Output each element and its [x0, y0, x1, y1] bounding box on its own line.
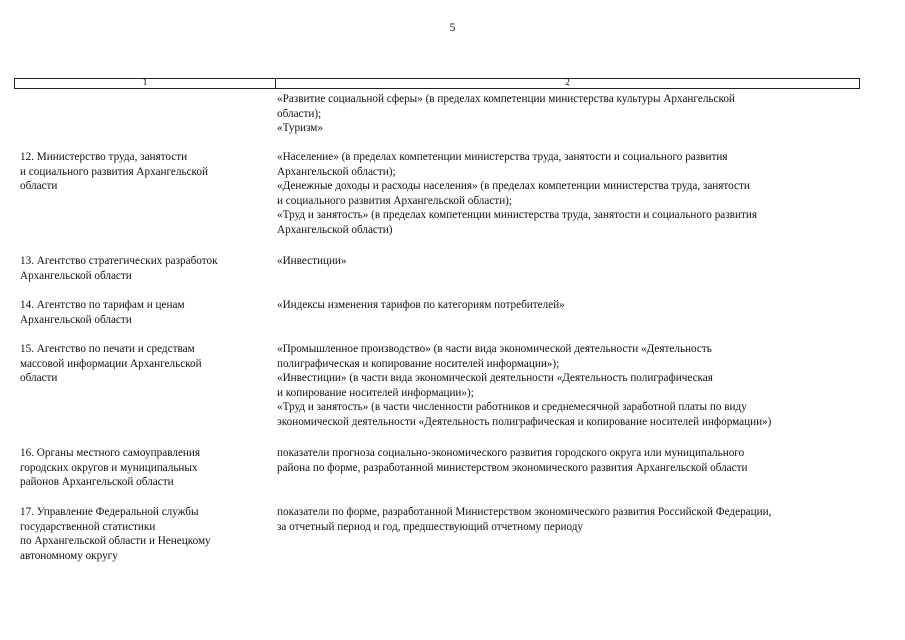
- organization-line: 14. Агентство по тарифам и ценам: [20, 299, 185, 311]
- page-number: 5: [449, 22, 456, 34]
- table-row: [0, 92, 905, 150]
- statistics-line: за отчетный период и год, предшествующий отчетному периоду: [277, 520, 584, 533]
- statistics-cell: [262, 254, 867, 298]
- statistics-line: и социального развития Архангельской области);: [277, 194, 513, 207]
- statistics-line: «Туризм»: [277, 122, 323, 135]
- statistics-cell: [262, 150, 867, 254]
- statistics-line: области);: [277, 107, 322, 120]
- statistics-line: показатели по форме, разработанной Министерством экономического развития Российской Федерации,: [277, 506, 772, 518]
- organization-cell: [0, 342, 262, 446]
- statistics-cell: [262, 505, 867, 567]
- table-body: [0, 92, 905, 567]
- organization-line: государственной статистики: [20, 520, 156, 533]
- organization-cell: [0, 254, 262, 298]
- organization-line: Архангельской области: [20, 269, 132, 282]
- table-row: [0, 505, 905, 567]
- statistics-line: «Инвестиции»: [277, 255, 347, 267]
- organization-line: 12. Министерство труда, занятости: [20, 151, 188, 163]
- organization-line: автономному округу: [20, 549, 118, 562]
- statistics-cell: [262, 298, 867, 342]
- statistics-line: и копирование носителей информации»);: [277, 386, 474, 399]
- statistics-cell: [262, 92, 867, 150]
- table-row: [0, 446, 905, 505]
- organization-line: 13. Агентство стратегических разработок: [20, 255, 218, 267]
- statistics-line: Архангельской области): [277, 223, 393, 236]
- statistics-line: «Инвестиции» (в части вида экономической деятельности «Деятельность полиграфическая: [277, 372, 713, 385]
- table-row: [0, 298, 905, 342]
- organization-line: городских округов и муниципальных: [20, 461, 198, 474]
- statistics-cell: [262, 446, 867, 505]
- organization-cell: [0, 505, 262, 567]
- organization-line: 17. Управление Федеральной службы: [20, 506, 199, 518]
- statistics-line: «Индексы изменения тарифов по категориям потребителей»: [277, 299, 565, 311]
- organization-line: по Архангельской области и Ненецкому: [20, 535, 211, 548]
- organization-line: и социального развития Архангельской: [20, 165, 208, 178]
- organization-cell: [0, 298, 262, 342]
- organization-line: массовой информации Архангельской: [20, 357, 202, 370]
- organization-line: районов Архангельской области: [20, 476, 174, 489]
- statistics-line: «Труд и занятость» (в части численности работников и среднемесячной заработной платы по виду: [277, 401, 747, 414]
- table-header: [14, 78, 860, 89]
- table-row: [0, 342, 905, 446]
- organization-line: 15. Агентство по печати и средствам: [20, 343, 195, 355]
- statistics-line: «Денежные доходы и расходы населения» (в пределах компетенции министерства труда, занятости: [277, 180, 750, 193]
- statistics-line: экономической деятельности «Деятельность полиграфическая и копирование носителей информации»): [277, 415, 772, 428]
- statistics-line: района по форме, разработанной министерством экономического развития Архангельской области: [277, 461, 748, 474]
- organization-cell: [0, 150, 262, 254]
- organization-line: Архангельской области: [20, 313, 132, 326]
- statistics-cell: [262, 342, 867, 446]
- column-header-1: 1: [15, 79, 276, 88]
- statistics-line: показатели прогноза социально-экономического развития городского округа или муниципального: [277, 447, 745, 459]
- organization-cell: [0, 446, 262, 505]
- statistics-line: Архангельской области);: [277, 165, 396, 178]
- organization-line: области: [20, 372, 58, 385]
- column-header-2: 2: [565, 78, 570, 88]
- statistics-line: полиграфическая и копирование носителей информации»);: [277, 357, 560, 370]
- statistics-line: «Население» (в пределах компетенции министерства труда, занятости и социального развития: [277, 151, 728, 163]
- statistics-line: «Развитие социальной сферы» (в пределах компетенции министерства культуры Архангельской: [277, 93, 735, 105]
- table-row: [0, 150, 905, 254]
- organization-line: области: [20, 180, 58, 193]
- organization-line: 16. Органы местного самоуправления: [20, 447, 201, 459]
- statistics-line: «Труд и занятость» (в пределах компетенции министерства труда, занятости и социального развития: [277, 209, 757, 222]
- organization-cell: [0, 92, 262, 150]
- statistics-line: «Промышленное производство» (в части вида экономической деятельности «Деятельность: [277, 343, 712, 355]
- table-row: [0, 254, 905, 298]
